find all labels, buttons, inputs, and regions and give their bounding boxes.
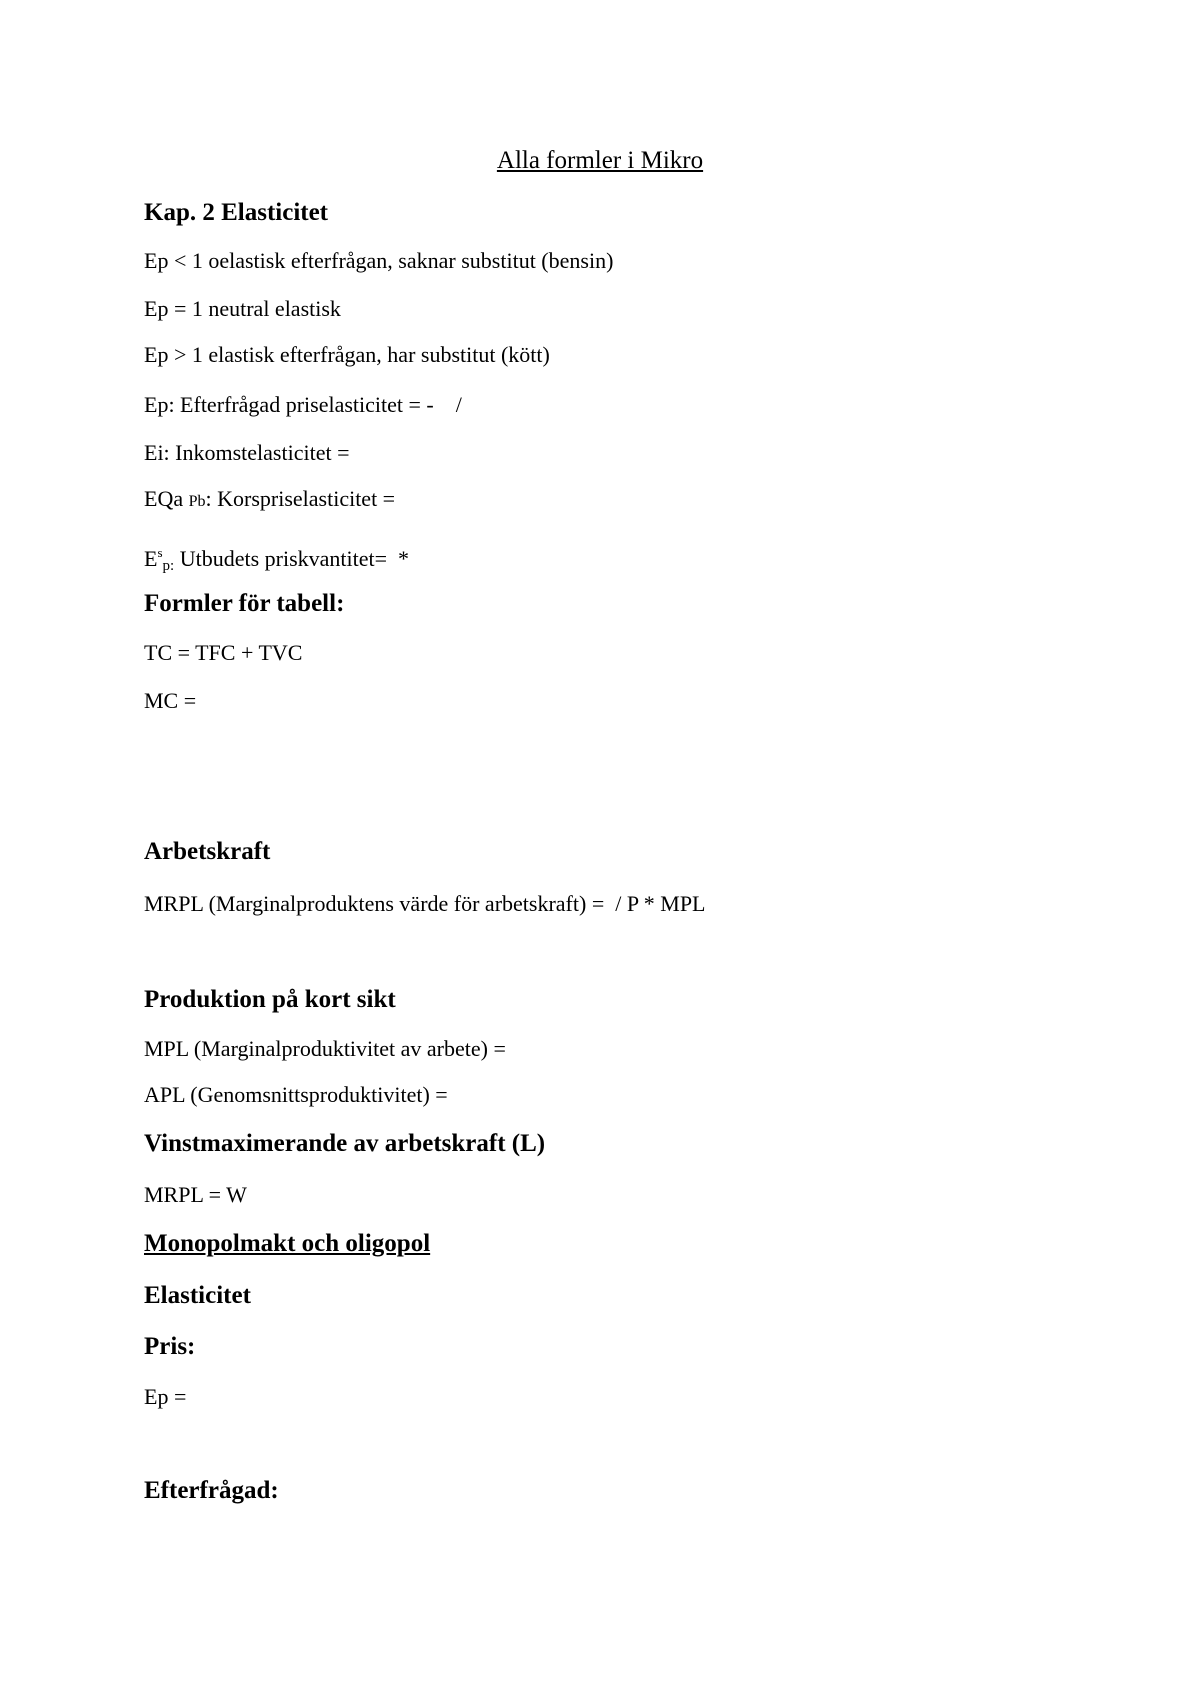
text-line: Ep: Efterfrågad priselasticitet = - / — [144, 392, 462, 417]
text-line: MRPL (Marginalproduktens värde för arbetskraft) = / P * MPL — [144, 891, 706, 916]
supply-subscript: p: — [162, 558, 175, 574]
text-line: Ep < 1 oelastisk efterfrågan, saknar substitut (bensin) — [144, 248, 614, 273]
cross-prefix: EQa — [144, 486, 189, 511]
section-heading-vinstmax: Vinstmaximerande av arbetskraft (L) — [144, 1130, 546, 1157]
supply-superscript: s — [157, 545, 163, 560]
text-line: Ep = 1 neutral elastisk — [144, 296, 341, 321]
cross-subscript: Pb — [188, 493, 206, 510]
cross-rest: : Korspriselasticitet = — [205, 486, 396, 511]
section-heading-monopol: Monopolmakt och oligopol — [144, 1230, 431, 1257]
text-line: MC = — [144, 688, 197, 713]
text-line: Ep > 1 elastisk efterfrågan, har substitut (kött) — [144, 342, 550, 367]
supply-rest: Utbudets priskvantitet= * — [174, 546, 410, 571]
section-heading-arbetskraft: Arbetskraft — [144, 838, 271, 865]
subheading-efterfragad: Efterfrågad: — [144, 1477, 279, 1504]
section-heading-elasticitet: Kap. 2 Elasticitet — [144, 199, 329, 226]
document-title: Alla formler i Mikro — [496, 147, 704, 174]
text-line: MPL (Marginalproduktivitet av arbete) = — [144, 1036, 506, 1061]
text-line: APL (Genomsnittsproduktivitet) = — [144, 1082, 448, 1107]
supply-base: E — [144, 546, 158, 571]
text-line: TC = TFC + TVC — [144, 640, 303, 665]
section-heading-produktion: Produktion på kort sikt — [144, 986, 396, 1013]
text-line: Ei: Inkomstelasticitet = — [144, 440, 350, 465]
subheading-elasticitet: Elasticitet — [144, 1282, 251, 1309]
supply-elasticity-line — [144, 540, 409, 579]
text-line: MRPL = W — [144, 1182, 247, 1207]
cross-price-elasticity-line — [144, 486, 395, 515]
section-heading-tabell: Formler för tabell: — [144, 590, 345, 617]
subheading-pris: Pris: — [144, 1333, 196, 1360]
text-line: Ep = — [144, 1384, 187, 1409]
